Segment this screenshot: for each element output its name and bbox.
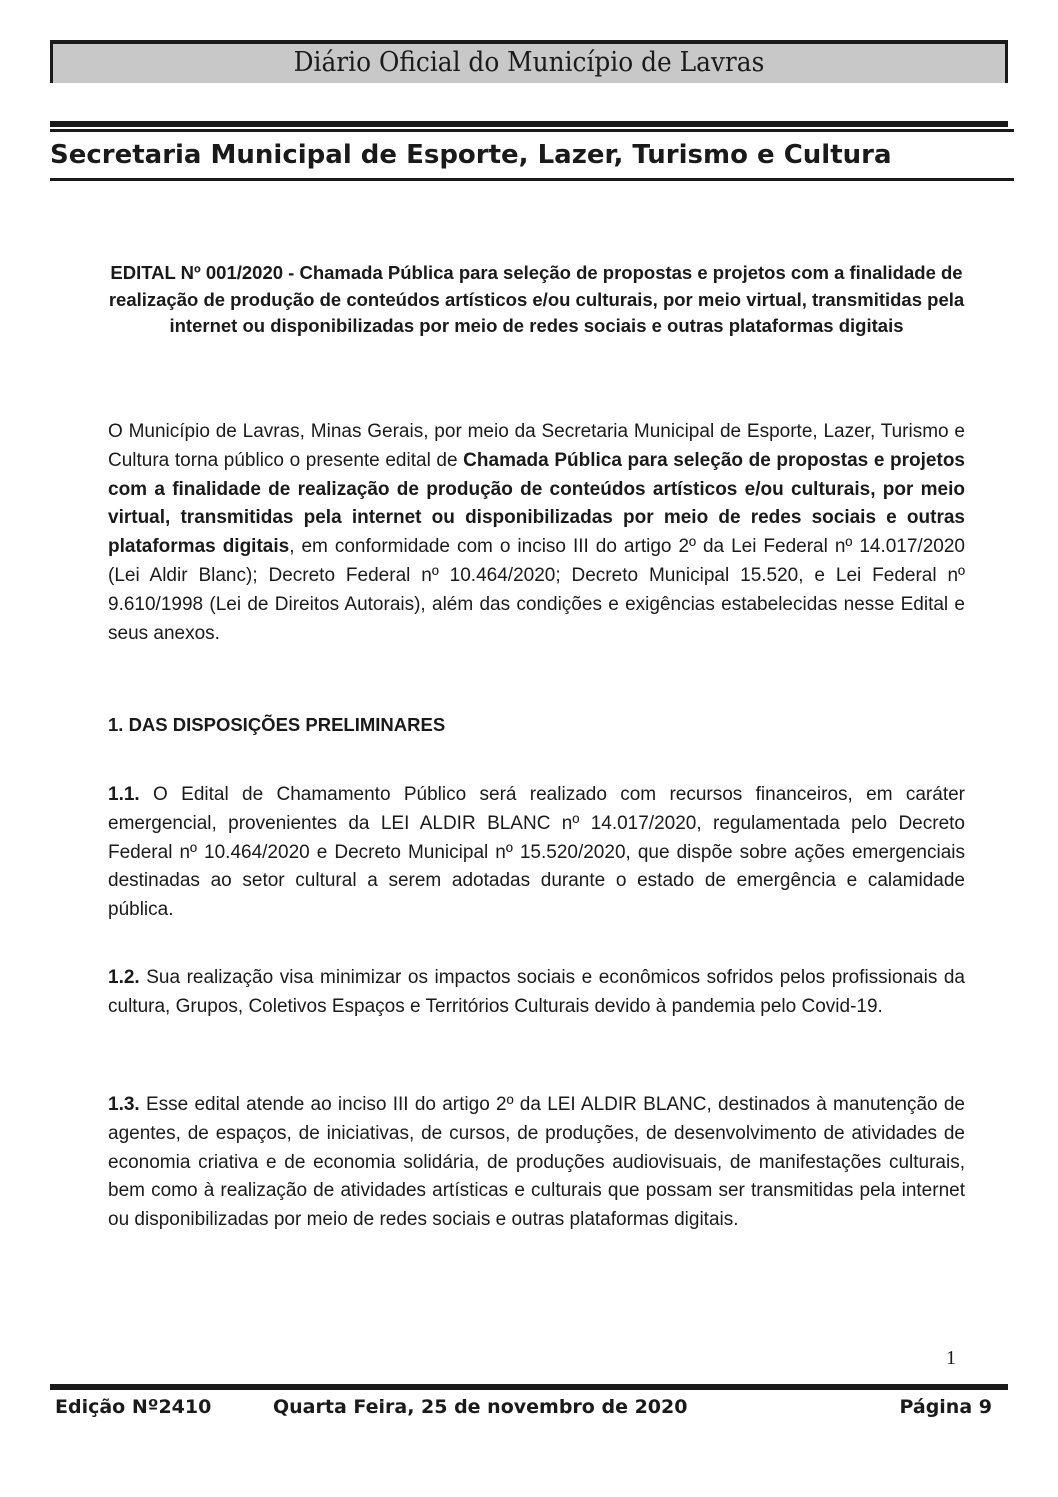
clause-text: O Edital de Chamamento Público será realizado com recursos financeiros, em caráter emergencial, provenientes da LEI ALDIR BLANC nº 14.017/2020, regulamentada pelo Decreto Federal nº 10.464/2020 e Decreto Municipal nº 15.520/2020, que dispõe sobre ações emergenciais destinadas ao setor cultural a serem adotadas durante o estado de emergência e calamidade pública. (108, 784, 965, 921)
intro-text-1: O Município de Lavras, Minas Gerais, por meio da Secretaria Municipal de Esporte, Lazer, Turismo e Cultura torna público o presente edital de (108, 421, 965, 471)
footer-date: Quarta Feira, 25 de novembro de 2020 (273, 1396, 688, 1418)
footer-edition: Edição Nº2410 (55, 1396, 212, 1418)
masthead (50, 40, 1008, 88)
clause-number: 1.2. (108, 967, 140, 988)
intro-text-2: , em conformidade com o inciso III do artigo 2º da Lei Federal nº 14.017/2020 (Lei Aldir Blanc); Decreto Federal nº 10.464/2020; Decreto Municipal 15.520, e Lei Federal nº 9.610/1998 (Lei de Direitos Autorais), além das condições e exigências estabelecidas nesse Edital e seus anexos. (108, 536, 965, 644)
intro-paragraph (108, 418, 965, 648)
clause-1-3 (108, 1091, 965, 1235)
section-1-heading: 1. DAS DISPOSIÇÕES PRELIMINARES (108, 714, 446, 735)
masthead-title: Diário Oficial do Município de Lavras (293, 47, 765, 78)
section-top-rule (50, 129, 1014, 132)
section-bottom-rule (50, 178, 1014, 181)
document-page-number: 1 (946, 1347, 956, 1369)
footer-page: Página 9 (899, 1396, 992, 1418)
masthead-bottom-rule (50, 121, 1008, 127)
section-title: Secretaria Municipal de Esporte, Lazer, Turismo e Cultura (50, 140, 892, 170)
footer (55, 1391, 1000, 1423)
edital-title: EDITAL Nº 001/2020 - Chamada Pública para seleção de propostas e projetos com a finalidade de realização de produção de conteúdos artísticos e/ou culturais, por meio virtual, transmitidas pela internet ou disponibilizadas por meio de redes sociais e outras plataformas digitais (108, 262, 965, 336)
intro-text-bold: Chamada Pública para seleção de propostas e projetos com a finalidade de realização de produção de conteúdos artísticos e/ou culturais, por meio virtual, transmitidas pela internet ou disponibilizadas por meio de redes sociais e outras plataformas digitais (108, 449, 966, 558)
clause-1-1 (108, 781, 965, 925)
clause-number: 1.1. (108, 784, 140, 805)
clause-1-2 (108, 964, 965, 1022)
clause-text: Sua realização visa minimizar os impactos sociais e econômicos sofridos pelos profissionais da cultura, Grupos, Coletivos Espaços e Territórios Culturais devido à pandemia pelo Covid-19. (108, 967, 965, 1017)
clause-number: 1.3. (108, 1094, 140, 1115)
footer-rule (50, 1384, 1008, 1390)
clause-text: Esse edital atende ao inciso III do artigo 2º da LEI ALDIR BLANC, destinados à manutenção de agentes, de espaços, de iniciativas, de cursos, de produções, de desenvolvimento de atividades de economia criativa e de economia solidária, de produções audiovisuais, de manifestações culturais, bem como à realização de atividades artísticas e culturais que possam ser transmitidas pela internet ou disponibilizadas por meio de redes sociais e outras plataformas digitais. (108, 1094, 965, 1231)
